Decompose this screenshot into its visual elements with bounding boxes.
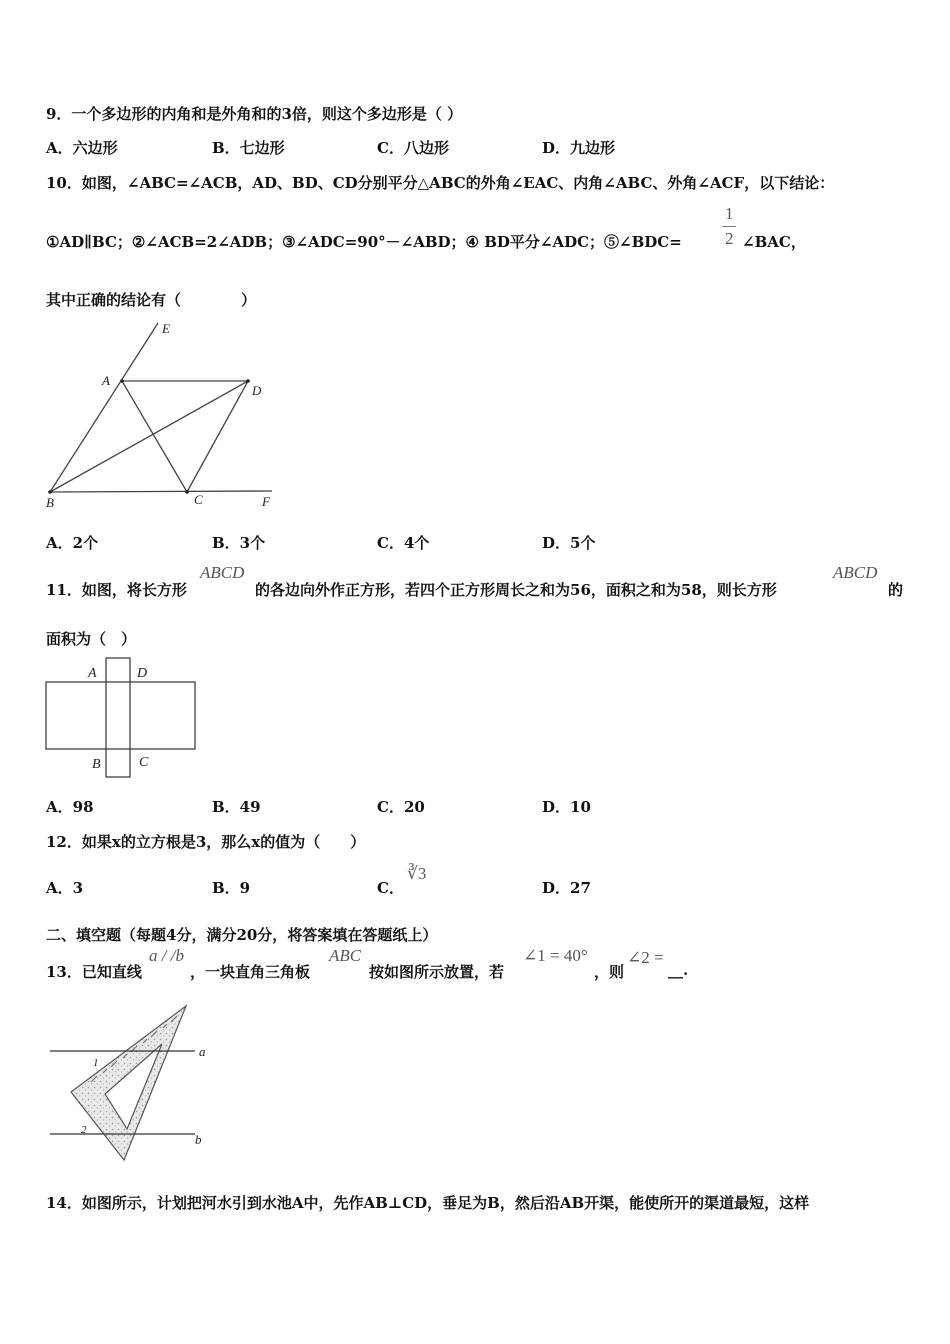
q9-option-c[interactable]: C．八边形 [377, 139, 449, 157]
q13-stem-b: ，一块直角三角板 [190, 963, 311, 981]
q11-stem-d: 面积为（ ） [46, 630, 137, 648]
q11-stem-b: 的各边向外作正方形，若四个正方形周长之和为56，面积之和为58，则长方形 [255, 581, 777, 599]
q11-option-d[interactable]: D．10 [542, 798, 591, 816]
q10-figure [40, 315, 280, 515]
segment-ac [122, 381, 187, 492]
q11-stem-a: 11．如图，将长方形 [46, 581, 187, 599]
q9-option-a[interactable]: A．六边形 [46, 139, 118, 157]
label-angle-2: 2 [81, 1124, 87, 1136]
q10-conclusions-end: ∠BAC， [742, 233, 806, 251]
horizontal-rectangle [46, 682, 195, 749]
label-b: B [92, 757, 101, 772]
q11-stem-c: 的 [888, 581, 904, 599]
q11-option-a[interactable]: A．98 [46, 798, 94, 816]
q12-stem: 12．如果x的立方根是3，那么x的值为（ ） [46, 833, 366, 851]
q10-option-c[interactable]: C．4个 [377, 534, 430, 552]
label-c: C [194, 492, 203, 507]
q12-option-c-math: ∛3 [407, 864, 427, 883]
label-d: D [252, 383, 262, 398]
line-bf [50, 491, 272, 492]
label-line-a: a [199, 1044, 206, 1059]
q11-figure [40, 652, 210, 784]
q11-rect-name-2: ABCD [833, 563, 878, 582]
q13-parallel: a / /b [149, 946, 184, 965]
q10-fraction-bar [722, 226, 736, 227]
q13-stem-c: 按如图所示放置，若 [369, 963, 505, 981]
q10-fraction-numerator: 1 [725, 204, 734, 223]
q13-angle2: ∠2 = [627, 948, 664, 967]
q10-option-d[interactable]: D．5个 [542, 534, 596, 552]
q9-option-d[interactable]: D．九边形 [542, 139, 616, 157]
q12-option-b[interactable]: B．9 [212, 879, 251, 897]
q14-stem: 14．如图所示，计划把河水引到水池A中，先作AB⊥CD，垂足为B，然后沿AB开渠，能使所开的渠道最短，这样 [46, 1194, 810, 1212]
label-c: C [139, 755, 149, 770]
label-angle-1: 1 [93, 1057, 99, 1069]
q11-option-c[interactable]: C．20 [377, 798, 425, 816]
q12-option-d[interactable]: D．27 [542, 879, 591, 897]
q12-option-a[interactable]: A．3 [46, 879, 84, 897]
label-line-b: b [195, 1132, 202, 1147]
q10-option-b[interactable]: B．3个 [212, 534, 266, 552]
section-heading: 二、填空题（每题4分，满分20分，将答案填在答题纸上） [46, 926, 438, 944]
q10-stem: 10．如图，∠ABC=∠ACB，AD、BD、CD分别平分△ABC的外角∠EAC、内角∠ABC、外角∠ACF，以下结论： [46, 174, 835, 192]
label-a: A [88, 666, 97, 681]
q10-option-a[interactable]: A．2个 [46, 534, 99, 552]
q10-conclusions-start: ①AD∥BC；②∠ACB=2∠ADB；③∠ADC=90°－∠ABD；④ BD平分∠ADC；⑤∠BDC= [46, 233, 682, 251]
label-d: D [137, 666, 148, 681]
label-a: A [102, 373, 110, 388]
q11-rect-name-1: ABCD [200, 563, 245, 582]
q13-answer-blank[interactable]: __. [668, 961, 689, 979]
q9-stem: 9．一个多边形的内角和是外角和的3倍，则这个多边形是（ ） [46, 105, 463, 123]
q13-stem-d: ，则 [594, 963, 625, 981]
line-be [50, 323, 158, 492]
q13-stem-a: 13．已知直线 [46, 963, 142, 981]
label-e: E [162, 321, 170, 336]
label-b: B [46, 495, 54, 510]
vertical-rectangle [106, 658, 130, 777]
q10-question: 其中正确的结论有（ ） [46, 291, 257, 309]
q11-option-b[interactable]: B．49 [212, 798, 261, 816]
triangle-ruler [71, 1006, 186, 1160]
label-f: F [262, 494, 270, 509]
segment-bd [50, 381, 248, 492]
q10-fraction-denominator: 2 [725, 229, 734, 248]
q9-option-b[interactable]: B．七边形 [212, 139, 285, 157]
q13-angle1: ∠1 = 40° [523, 946, 588, 965]
q13-figure [45, 1002, 225, 1167]
q13-triangle: ABC [329, 946, 362, 965]
q12-option-c[interactable]: C． [377, 879, 404, 897]
